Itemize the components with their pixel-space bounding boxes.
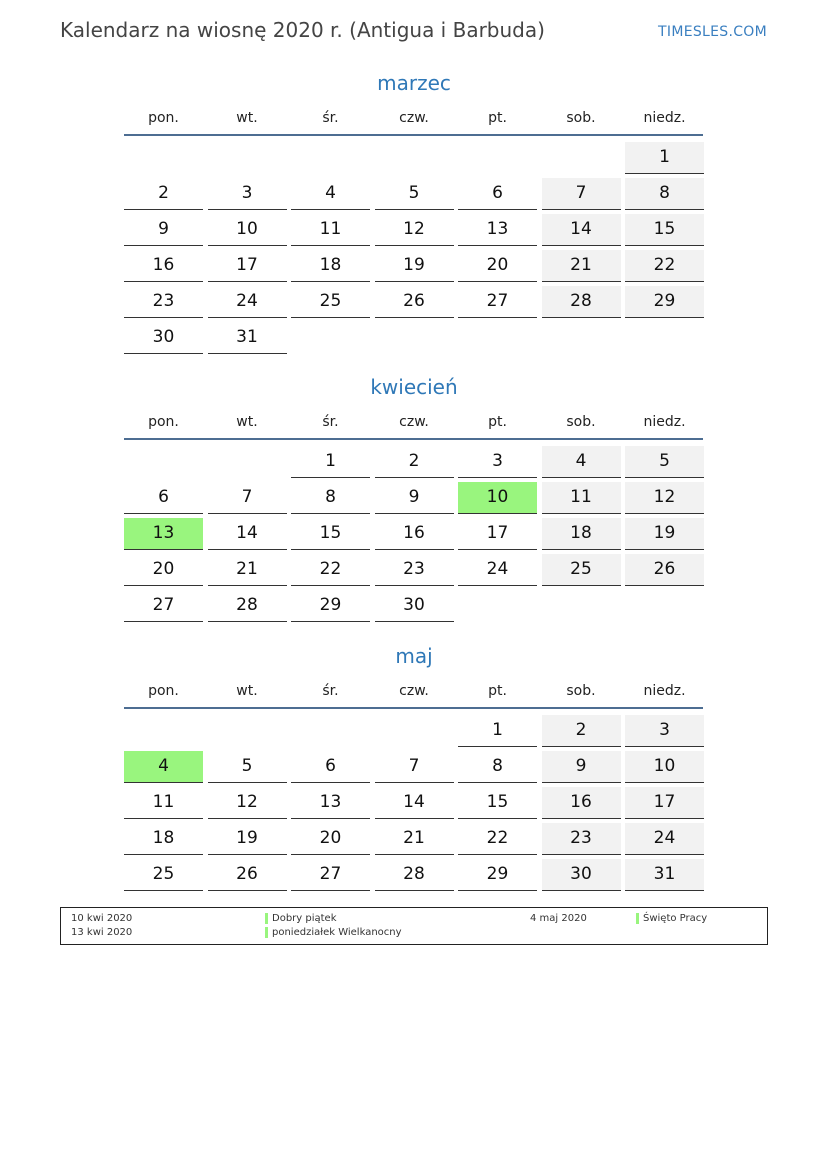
holiday-marker-icon: [636, 913, 639, 924]
day-cell: 15: [625, 214, 704, 246]
weekday-label: niedz.: [643, 110, 686, 126]
empty-cell: [291, 142, 370, 174]
month-calendar: [124, 372, 704, 626]
day-cell: 1: [625, 142, 704, 174]
weekday-label: śr.: [322, 414, 339, 430]
empty-cell: [542, 142, 621, 174]
day-cell: 26: [625, 554, 704, 586]
day-cell: 20: [291, 823, 370, 855]
day-cell: 16: [375, 518, 454, 550]
weekday-label: wt.: [236, 414, 258, 430]
weekday-label: pt.: [488, 683, 507, 699]
day-cell: 18: [542, 518, 621, 550]
day-cell: 2: [124, 178, 203, 210]
day-cell: 5: [208, 751, 287, 783]
weekday-header: [124, 108, 704, 134]
holiday-marker-icon: [265, 913, 268, 924]
legend-date: 13 kwi 2020: [71, 927, 133, 938]
empty-cell: [542, 590, 621, 622]
day-cell: 9: [542, 751, 621, 783]
weekday-label: wt.: [236, 683, 258, 699]
day-cell: 17: [625, 787, 704, 819]
day-cell: 27: [291, 859, 370, 891]
day-cell: 17: [208, 250, 287, 282]
day-cell: 6: [291, 751, 370, 783]
weekday-label: pt.: [488, 414, 507, 430]
day-cell: 29: [458, 859, 537, 891]
day-cell: 7: [375, 751, 454, 783]
day-cell: 4: [291, 178, 370, 210]
day-grid: [124, 142, 704, 354]
day-cell: 2: [375, 446, 454, 478]
day-cell: 6: [458, 178, 537, 210]
day-cell: 9: [124, 214, 203, 246]
day-cell: 19: [625, 518, 704, 550]
day-grid: [124, 715, 704, 891]
empty-cell: [458, 142, 537, 174]
legend-date: 4 maj 2020: [530, 913, 587, 924]
day-cell: 29: [291, 590, 370, 622]
day-cell: 21: [375, 823, 454, 855]
day-cell: 21: [542, 250, 621, 282]
day-cell: 18: [291, 250, 370, 282]
weekday-label: pon.: [148, 110, 179, 126]
weekday-header: [124, 681, 704, 707]
day-cell: 17: [458, 518, 537, 550]
empty-cell: [625, 322, 704, 354]
weekday-label: wt.: [236, 110, 258, 126]
empty-cell: [375, 142, 454, 174]
day-cell: 28: [542, 286, 621, 318]
day-cell: 20: [458, 250, 537, 282]
day-cell: 29: [625, 286, 704, 318]
weekday-label: śr.: [322, 683, 339, 699]
day-cell: 16: [542, 787, 621, 819]
weekday-header: [124, 412, 704, 438]
legend-date: 10 kwi 2020: [71, 913, 133, 924]
empty-cell: [291, 322, 370, 354]
weekday-label: sob.: [566, 683, 596, 699]
legend-holiday-name: Święto Pracy: [643, 913, 708, 924]
day-cell: 12: [208, 787, 287, 819]
empty-cell: [375, 322, 454, 354]
day-cell: 13: [458, 214, 537, 246]
day-cell: 14: [542, 214, 621, 246]
day-cell: 3: [458, 446, 537, 478]
empty-cell: [375, 715, 454, 747]
holiday-marker-icon: [265, 927, 268, 938]
day-cell: 27: [458, 286, 537, 318]
empty-cell: [458, 322, 537, 354]
day-cell: 25: [124, 859, 203, 891]
day-cell: 19: [208, 823, 287, 855]
day-cell: 24: [458, 554, 537, 586]
day-cell: 27: [124, 590, 203, 622]
month-calendar: [124, 641, 704, 895]
day-cell: 10: [208, 214, 287, 246]
week-row: [124, 250, 704, 282]
day-cell: 28: [208, 590, 287, 622]
empty-cell: [124, 715, 203, 747]
holiday-legend: [60, 907, 768, 945]
day-cell: 30: [124, 322, 203, 354]
legend-holiday-name: poniedziałek Wielkanocny: [272, 927, 402, 938]
empty-cell: [208, 142, 287, 174]
day-cell: 18: [124, 823, 203, 855]
weekday-label: niedz.: [643, 683, 686, 699]
day-cell: 5: [375, 178, 454, 210]
week-row: [124, 178, 704, 210]
weekday-label: sob.: [566, 414, 596, 430]
week-row: [124, 482, 704, 514]
month-name: kwiecień: [370, 375, 458, 399]
month-calendar: [124, 68, 704, 358]
week-row: [124, 286, 704, 318]
month-name: maj: [395, 644, 433, 668]
header-divider: [124, 707, 703, 709]
week-row: [124, 214, 704, 246]
week-row: [124, 554, 704, 586]
day-cell: 22: [625, 250, 704, 282]
day-cell: 2: [542, 715, 621, 747]
holiday-day-cell: 10: [458, 482, 537, 514]
day-cell: 8: [625, 178, 704, 210]
week-row: [124, 751, 704, 783]
day-cell: 1: [458, 715, 537, 747]
empty-cell: [625, 590, 704, 622]
weekday-label: śr.: [322, 110, 339, 126]
day-cell: 11: [124, 787, 203, 819]
week-row: [124, 322, 704, 354]
day-cell: 23: [375, 554, 454, 586]
day-cell: 30: [375, 590, 454, 622]
weekday-label: pon.: [148, 414, 179, 430]
empty-cell: [124, 446, 203, 478]
weekday-label: czw.: [399, 110, 429, 126]
day-cell: 15: [291, 518, 370, 550]
day-cell: 24: [625, 823, 704, 855]
day-cell: 4: [542, 446, 621, 478]
header-divider: [124, 438, 703, 440]
day-cell: 31: [625, 859, 704, 891]
holiday-day-cell: 4: [124, 751, 203, 783]
day-cell: 8: [291, 482, 370, 514]
week-row: [124, 518, 704, 550]
empty-cell: [208, 715, 287, 747]
day-cell: 23: [124, 286, 203, 318]
month-name: marzec: [377, 71, 451, 95]
day-cell: 7: [208, 482, 287, 514]
day-cell: 14: [208, 518, 287, 550]
weekday-label: pt.: [488, 110, 507, 126]
day-cell: 14: [375, 787, 454, 819]
day-cell: 21: [208, 554, 287, 586]
day-cell: 8: [458, 751, 537, 783]
holiday-day-cell: 13: [124, 518, 203, 550]
day-cell: 30: [542, 859, 621, 891]
day-cell: 22: [291, 554, 370, 586]
day-cell: 28: [375, 859, 454, 891]
day-cell: 26: [375, 286, 454, 318]
legend-holiday-name: Dobry piątek: [272, 913, 337, 924]
day-cell: 24: [208, 286, 287, 318]
day-cell: 26: [208, 859, 287, 891]
day-cell: 25: [291, 286, 370, 318]
empty-cell: [542, 322, 621, 354]
weekday-label: pon.: [148, 683, 179, 699]
day-cell: 11: [542, 482, 621, 514]
day-cell: 3: [625, 715, 704, 747]
week-row: [124, 715, 704, 747]
page-title: Kalendarz na wiosnę 2020 r. (Antigua i Barbuda): [60, 18, 545, 42]
empty-cell: [291, 715, 370, 747]
day-cell: 9: [375, 482, 454, 514]
day-cell: 10: [625, 751, 704, 783]
week-row: [124, 823, 704, 855]
day-cell: 31: [208, 322, 287, 354]
day-cell: 13: [291, 787, 370, 819]
week-row: [124, 787, 704, 819]
week-row: [124, 590, 704, 622]
empty-cell: [124, 142, 203, 174]
day-cell: 16: [124, 250, 203, 282]
day-cell: 12: [625, 482, 704, 514]
empty-cell: [208, 446, 287, 478]
day-cell: 22: [458, 823, 537, 855]
day-cell: 6: [124, 482, 203, 514]
brand-logo[interactable]: TIMESLES.COM: [658, 24, 767, 40]
week-row: [124, 142, 704, 174]
day-cell: 1: [291, 446, 370, 478]
day-cell: 25: [542, 554, 621, 586]
day-cell: 15: [458, 787, 537, 819]
week-row: [124, 859, 704, 891]
day-cell: 19: [375, 250, 454, 282]
day-grid: [124, 446, 704, 622]
weekday-label: sob.: [566, 110, 596, 126]
weekday-label: niedz.: [643, 414, 686, 430]
day-cell: 12: [375, 214, 454, 246]
day-cell: 23: [542, 823, 621, 855]
day-cell: 20: [124, 554, 203, 586]
weekday-label: czw.: [399, 414, 429, 430]
day-cell: 7: [542, 178, 621, 210]
empty-cell: [458, 590, 537, 622]
day-cell: 3: [208, 178, 287, 210]
week-row: [124, 446, 704, 478]
header-divider: [124, 134, 703, 136]
day-cell: 11: [291, 214, 370, 246]
day-cell: 5: [625, 446, 704, 478]
weekday-label: czw.: [399, 683, 429, 699]
